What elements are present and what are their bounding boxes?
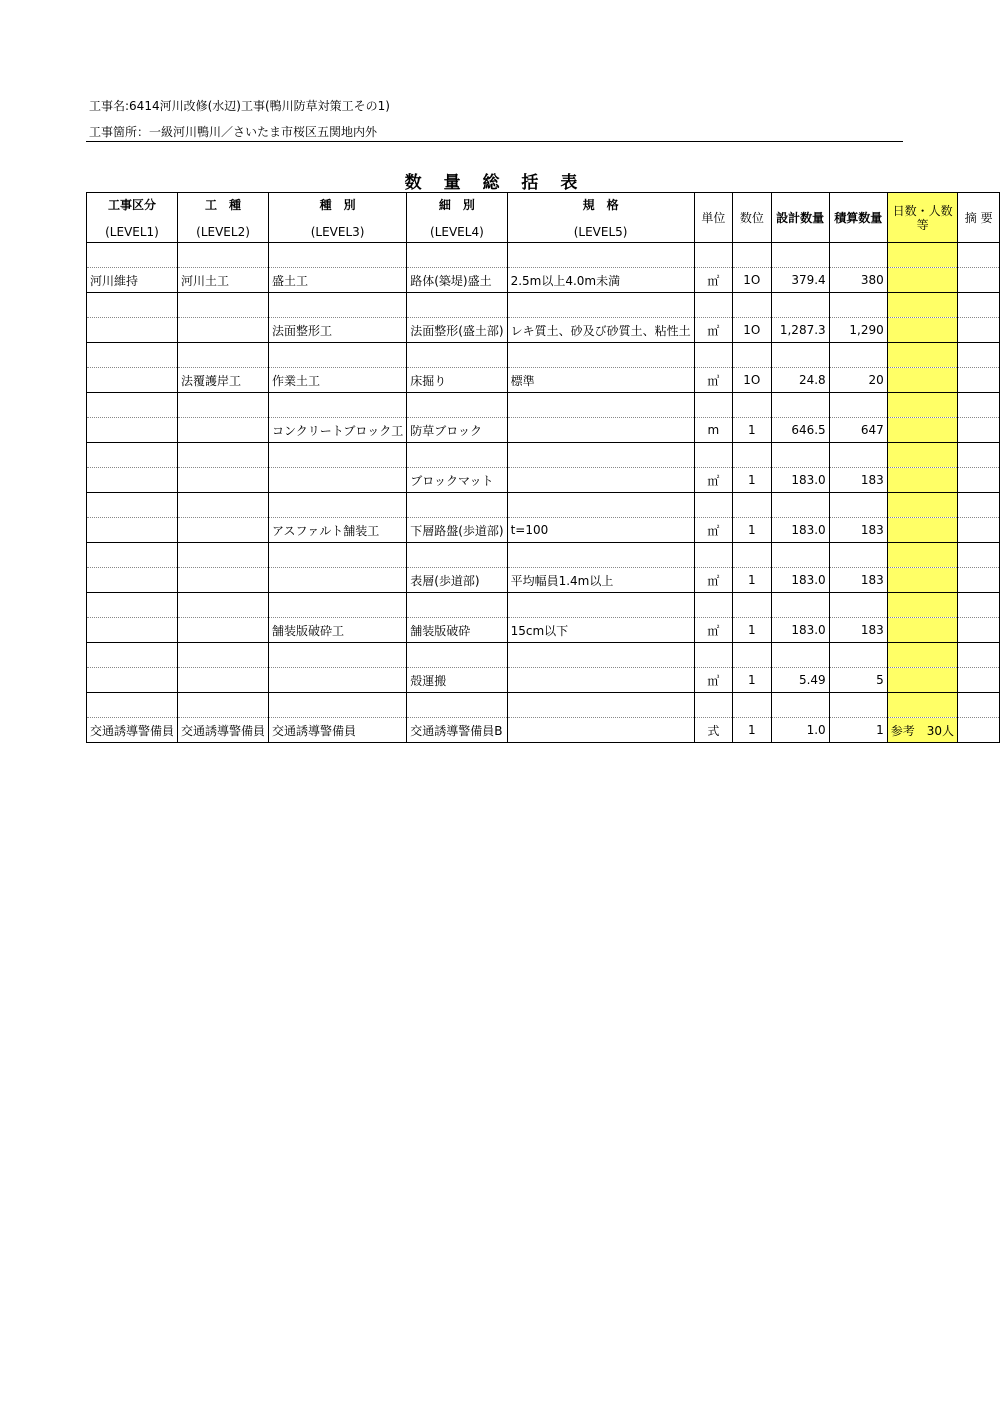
cell-l2 (178, 318, 269, 343)
spacer-row (87, 243, 1000, 268)
cell-l3: コンクリートブロック工 (269, 418, 407, 443)
cell-note (958, 668, 1000, 693)
cell-unit: 式 (694, 718, 732, 743)
table-row (87, 518, 1000, 543)
cell-l5 (507, 668, 694, 693)
cell-unit: ㎥ (694, 668, 732, 693)
cell-l4: 床掘り (407, 368, 507, 393)
cell-digit: 1 (733, 568, 771, 593)
cell-est: 1 (829, 718, 887, 743)
cell-l5: 標準 (507, 368, 694, 393)
table-row (87, 618, 1000, 643)
col-level5: 規 格 (LEVEL5) (507, 193, 694, 243)
table-row (87, 718, 1000, 743)
cell-days (887, 368, 958, 393)
work-place: 工事箇所：一級河川鴨川／さいたま市桜区五関地内外 (89, 125, 378, 139)
cell-unit: ㎡ (694, 468, 732, 493)
cell-l4: 交通誘導警備員B (407, 718, 507, 743)
table-row (87, 418, 1000, 443)
cell-l3 (269, 468, 407, 493)
col-note: 摘 要 (958, 193, 1000, 243)
cell-unit: ㎡ (694, 618, 732, 643)
cell-l5 (507, 418, 694, 443)
page-title: 数 量 総 括 表 (404, 173, 586, 193)
cell-digit: 1 (733, 418, 771, 443)
cell-unit: ㎡ (694, 568, 732, 593)
cell-digit: 1O (733, 318, 771, 343)
spacer-row (87, 393, 1000, 418)
cell-l3: 交通誘導警備員 (269, 718, 407, 743)
cell-unit: ㎡ (694, 318, 732, 343)
cell-design: 183.0 (771, 518, 829, 543)
cell-l4: 表層(歩道部) (407, 568, 507, 593)
table-row (87, 468, 1000, 493)
cell-design: 646.5 (771, 418, 829, 443)
spacer-row (87, 343, 1000, 368)
cell-design: 5.49 (771, 668, 829, 693)
table-row (87, 568, 1000, 593)
cell-l2 (178, 518, 269, 543)
col-level3: 種 別 (LEVEL3) (269, 193, 407, 243)
cell-l2 (178, 668, 269, 693)
cell-est: 183 (829, 618, 887, 643)
cell-l5 (507, 468, 694, 493)
cell-l2 (178, 468, 269, 493)
cell-l1 (87, 568, 178, 593)
cell-days (887, 618, 958, 643)
header-divider (86, 141, 903, 142)
cell-days: 参考 30人 (887, 718, 958, 743)
cell-l1 (87, 518, 178, 543)
col-level1: 工事区分 (LEVEL1) (87, 193, 178, 243)
cell-l3: 舗装版破砕工 (269, 618, 407, 643)
spacer-row (87, 543, 1000, 568)
cell-l4: 舗装版破砕 (407, 618, 507, 643)
cell-note (958, 618, 1000, 643)
cell-days (887, 468, 958, 493)
cell-l2: 法覆護岸工 (178, 368, 269, 393)
cell-design: 183.0 (771, 568, 829, 593)
cell-est: 380 (829, 268, 887, 293)
cell-days (887, 668, 958, 693)
cell-digit: 1 (733, 668, 771, 693)
col-unit: 単位 (694, 193, 732, 243)
table-body (87, 243, 1000, 743)
work-name: 工事名:6414河川改修(水辺)工事(鴨川防草対策工その1) (89, 99, 390, 113)
cell-note (958, 368, 1000, 393)
table-row (87, 668, 1000, 693)
spacer-row (87, 493, 1000, 518)
cell-design: 379.4 (771, 268, 829, 293)
spacer-row (87, 593, 1000, 618)
cell-l5: 15cm以下 (507, 618, 694, 643)
cell-design: 1.0 (771, 718, 829, 743)
cell-l4: 法面整形(盛土部) (407, 318, 507, 343)
cell-unit: ㎡ (694, 518, 732, 543)
cell-design: 183.0 (771, 618, 829, 643)
cell-l5: t=100 (507, 518, 694, 543)
cell-l2 (178, 618, 269, 643)
cell-note (958, 318, 1000, 343)
cell-l2 (178, 568, 269, 593)
cell-l4: 防草ブロック (407, 418, 507, 443)
cell-est: 183 (829, 468, 887, 493)
cell-days (887, 318, 958, 343)
cell-l4: 殻運搬 (407, 668, 507, 693)
cell-unit: ㎥ (694, 368, 732, 393)
cell-note (958, 418, 1000, 443)
cell-days (887, 518, 958, 543)
cell-digit: 1 (733, 618, 771, 643)
cell-l1 (87, 318, 178, 343)
cell-days (887, 268, 958, 293)
cell-est: 647 (829, 418, 887, 443)
quantity-summary-table (86, 192, 1000, 743)
table-row (87, 268, 1000, 293)
cell-l3: アスファルト舗装工 (269, 518, 407, 543)
cell-note (958, 718, 1000, 743)
col-level2: 工 種 (LEVEL2) (178, 193, 269, 243)
spacer-row (87, 643, 1000, 668)
cell-est: 20 (829, 368, 887, 393)
cell-digit: 1 (733, 518, 771, 543)
cell-est: 183 (829, 568, 887, 593)
cell-l4: 路体(築堤)盛土 (407, 268, 507, 293)
cell-l1 (87, 618, 178, 643)
cell-l5 (507, 718, 694, 743)
cell-l3 (269, 568, 407, 593)
cell-unit: ㎡ (694, 268, 732, 293)
cell-l3: 作業土工 (269, 368, 407, 393)
cell-est: 1,290 (829, 318, 887, 343)
cell-l4: ブロックマット (407, 468, 507, 493)
cell-l1 (87, 668, 178, 693)
cell-l3 (269, 668, 407, 693)
cell-l4: 下層路盤(歩道部) (407, 518, 507, 543)
cell-design: 1,287.3 (771, 318, 829, 343)
col-est-qty: 積算数量 (829, 193, 887, 243)
cell-digit: 1 (733, 468, 771, 493)
spacer-row (87, 293, 1000, 318)
spacer-row (87, 693, 1000, 718)
cell-note (958, 568, 1000, 593)
col-days: 日数・人数等 (887, 193, 958, 243)
cell-l5: 2.5m以上4.0m未満 (507, 268, 694, 293)
table-row (87, 368, 1000, 393)
cell-design: 183.0 (771, 468, 829, 493)
cell-days (887, 568, 958, 593)
cell-digit: 1O (733, 268, 771, 293)
cell-note (958, 268, 1000, 293)
cell-l3: 盛土工 (269, 268, 407, 293)
col-design-qty: 設計数量 (771, 193, 829, 243)
cell-est: 183 (829, 518, 887, 543)
cell-digit: 1O (733, 368, 771, 393)
cell-l2: 河川土工 (178, 268, 269, 293)
table-row (87, 318, 1000, 343)
cell-l1: 河川維持 (87, 268, 178, 293)
col-digit: 数位 (733, 193, 771, 243)
cell-note (958, 518, 1000, 543)
cell-unit: m (694, 418, 732, 443)
cell-days (887, 418, 958, 443)
cell-l1 (87, 368, 178, 393)
col-level4: 細 別 (LEVEL4) (407, 193, 507, 243)
cell-l1: 交通誘導警備員 (87, 718, 178, 743)
cell-note (958, 468, 1000, 493)
cell-l5: 平均幅員1.4m以上 (507, 568, 694, 593)
cell-est: 5 (829, 668, 887, 693)
cell-design: 24.8 (771, 368, 829, 393)
cell-l3: 法面整形工 (269, 318, 407, 343)
cell-l1 (87, 418, 178, 443)
cell-l5: レキ質土、砂及び砂質土、粘性土 (507, 318, 694, 343)
cell-digit: 1 (733, 718, 771, 743)
cell-l2 (178, 418, 269, 443)
spacer-row (87, 443, 1000, 468)
cell-l2: 交通誘導警備員 (178, 718, 269, 743)
cell-l1 (87, 468, 178, 493)
